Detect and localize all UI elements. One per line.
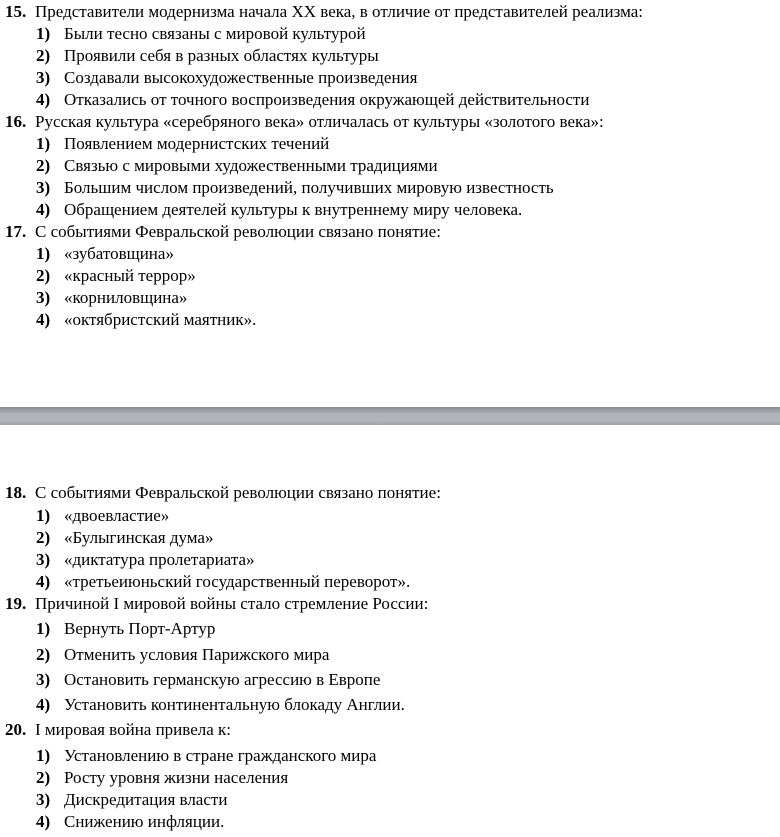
option-text: «третьеиюньский государственный переворот».	[64, 572, 411, 591]
option-text: Отказались от точного воспроизведения окружающей действительности	[64, 90, 590, 109]
option-text: «красный террор»	[64, 266, 196, 285]
option-number: 2)	[36, 156, 51, 175]
option-number: 2)	[36, 528, 51, 547]
option-text: Большим числом произведений, получивших мировую известность	[64, 178, 554, 197]
option-number: 4)	[36, 812, 51, 831]
option-text: Остановить германскую агрессию в Европе	[64, 670, 381, 689]
option-text: Дискредитация власти	[64, 790, 228, 809]
option-number: 4)	[36, 90, 51, 109]
question-text: С событиями Февральской революции связано понятие:	[35, 483, 441, 502]
option-number: 4)	[36, 200, 51, 219]
question-number: 16.	[5, 112, 27, 131]
option-number: 3)	[36, 178, 51, 197]
question-text: Причиной I мировой войны стало стремление России:	[35, 594, 429, 613]
option-number: 2)	[36, 46, 51, 65]
option-text: Были тесно связаны с мировой культурой	[64, 24, 366, 43]
option-number: 2)	[36, 266, 51, 285]
question-text: Русская культура «серебряного века» отличалась от культуры «золотого века»:	[35, 112, 604, 131]
question-number: 17.	[5, 222, 27, 241]
option-text: Установить континентальную блокаду Англии.	[64, 695, 405, 714]
option-number: 1)	[36, 746, 51, 765]
option-number: 1)	[36, 134, 51, 153]
option-number: 4)	[36, 310, 51, 329]
option-text: Вернуть Порт-Артур	[64, 619, 216, 638]
option-number: 3)	[36, 790, 51, 809]
option-number: 3)	[36, 670, 51, 689]
option-number: 1)	[36, 24, 51, 43]
option-text: «корниловщина»	[64, 288, 188, 307]
option-number: 4)	[36, 695, 51, 714]
option-text: Росту уровня жизни населения	[64, 768, 289, 787]
option-number: 2)	[36, 768, 51, 787]
option-number: 3)	[36, 68, 51, 87]
option-text: «октябристский маятник».	[64, 310, 257, 329]
option-text: Проявили себя в разных областях культуры	[64, 46, 379, 65]
question-number: 18.	[5, 483, 27, 502]
option-number: 3)	[36, 288, 51, 307]
option-number: 1)	[36, 506, 51, 525]
question-text: Представители модернизма начала XX века, в отличие от представителей реализма:	[35, 2, 644, 21]
question-number: 15.	[5, 2, 27, 21]
option-text: Снижению инфляции.	[64, 812, 225, 831]
option-text: Обращением деятелей культуры к внутреннему миру человека.	[64, 200, 523, 219]
option-text: «двоевластие»	[64, 506, 170, 525]
option-number: 1)	[36, 244, 51, 263]
option-text: Создавали высокохудожественные произведения	[64, 68, 418, 87]
option-text: «Булыгинская дума»	[64, 528, 214, 547]
option-text: Установлению в стране гражданского мира	[64, 746, 377, 765]
option-number: 4)	[36, 572, 51, 591]
option-number: 1)	[36, 619, 51, 638]
question-number: 19.	[5, 594, 27, 613]
question-text: С событиями Февральской революции связано понятие:	[35, 222, 441, 241]
option-number: 3)	[36, 550, 51, 569]
option-text: Связью с мировыми художественными традициями	[64, 156, 438, 175]
page-separator	[0, 407, 780, 425]
option-text: «зубатовщина»	[64, 244, 174, 263]
option-text: «диктатура пролетариата»	[64, 550, 255, 569]
question-number: 20.	[5, 720, 27, 739]
option-text: Появлением модернистских течений	[64, 134, 330, 153]
option-text: Отменить условия Парижского мира	[64, 645, 330, 664]
question-text: I мировая война привела к:	[35, 720, 232, 739]
option-number: 2)	[36, 645, 51, 664]
